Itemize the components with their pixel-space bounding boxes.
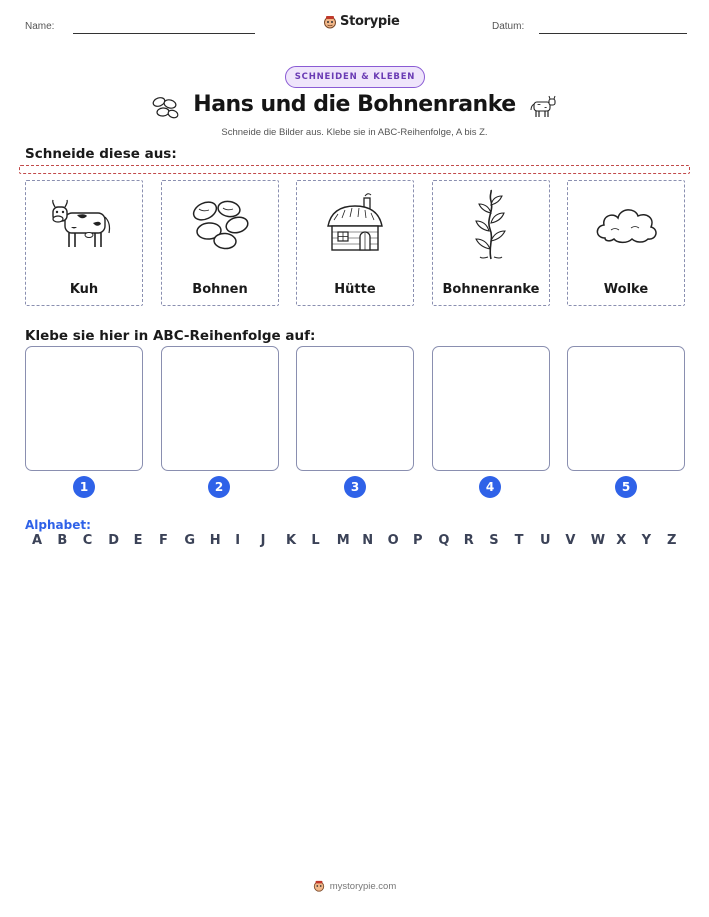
card-word: Bohnenranke (442, 282, 540, 297)
worksheet-header (0, 14, 709, 44)
date-line (539, 33, 687, 34)
alphabet-letter: A (32, 533, 43, 548)
alphabet-letter: J (260, 533, 266, 548)
alphabet-letter: O (387, 533, 399, 548)
storypie-logo (323, 14, 400, 29)
alphabet-letter: F (159, 533, 168, 548)
storypie-mascot-icon (313, 880, 325, 892)
alphabet-letter: U (540, 533, 551, 548)
instructions: Schneide die Bilder aus. Klebe sie in ABC-Reihenfolge, A bis Z. (221, 127, 488, 138)
alphabet-letter: Y (641, 533, 652, 548)
slot-number-5: 5 (615, 476, 637, 498)
title-row (0, 92, 709, 124)
cut-line (19, 165, 690, 174)
alphabet-letter: Q (438, 533, 450, 548)
footer-url: mystorypie.com (329, 880, 397, 892)
activity-badge: SCHNEIDEN & KLEBEN (285, 66, 425, 88)
paste-box-3[interactable] (296, 346, 414, 471)
alphabet-letter: X (616, 533, 627, 548)
card-word: Wolke (603, 282, 649, 297)
alphabet-letter: L (311, 533, 320, 548)
brand-name: Storypie (340, 14, 400, 29)
storypie-mascot-icon (323, 15, 337, 29)
alphabet-letter: M (336, 533, 350, 548)
slot-number-1: 1 (73, 476, 95, 498)
alphabet-letter: K (286, 533, 297, 548)
cow-icon (528, 94, 558, 120)
footer (0, 880, 709, 892)
cloud-icon (591, 200, 661, 250)
alphabet-letter: T (514, 533, 524, 548)
name-line (73, 33, 255, 34)
paste-box-4[interactable] (432, 346, 550, 471)
cut-section-label: Schneide diese aus: (25, 146, 177, 162)
cow-icon (49, 195, 119, 255)
alphabet-letter: H (209, 533, 221, 548)
alphabet-row (25, 533, 685, 551)
alphabet-label: Alphabet: (25, 518, 91, 532)
card-word: Kuh (69, 282, 99, 297)
card-word: Bohnen (192, 282, 248, 297)
slot-number-2: 2 (208, 476, 230, 498)
alphabet-letter: W (590, 533, 606, 548)
alphabet-letter: N (362, 533, 374, 548)
cut-card-wolke[interactable] (567, 180, 685, 306)
cut-card-bohnenranke[interactable] (432, 180, 550, 306)
alphabet-letter: D (108, 533, 119, 548)
alphabet-letter: Z (667, 533, 677, 548)
alphabet-letter: S (489, 533, 499, 548)
alphabet-letter: I (235, 533, 241, 548)
slot-number-4: 4 (479, 476, 501, 498)
page-title: Hans und die Bohnenranke (193, 92, 516, 117)
paste-box-1[interactable] (25, 346, 143, 471)
hut-icon (320, 192, 390, 258)
alphabet-letter: R (463, 533, 474, 548)
date-label: Datum: (492, 21, 525, 32)
beans-icon (185, 195, 255, 255)
cut-card-kuh[interactable] (25, 180, 143, 306)
cut-card-bohnen[interactable] (161, 180, 279, 306)
cut-card-huette[interactable] (296, 180, 414, 306)
alphabet-letter: B (57, 533, 68, 548)
alphabet-letter: V (565, 533, 576, 548)
name-label: Name: (25, 21, 55, 32)
alphabet-letter: C (82, 533, 93, 548)
alphabet-letter: E (133, 533, 143, 548)
paste-box-2[interactable] (161, 346, 279, 471)
alphabet-letter: P (413, 533, 423, 548)
alphabet-letter: G (184, 533, 196, 548)
beanstalk-icon (466, 189, 516, 261)
card-word: Hütte (334, 282, 376, 297)
slot-number-3: 3 (344, 476, 366, 498)
paste-section-label: Klebe sie hier in ABC-Reihenfolge auf: (25, 328, 316, 344)
paste-box-5[interactable] (567, 346, 685, 471)
